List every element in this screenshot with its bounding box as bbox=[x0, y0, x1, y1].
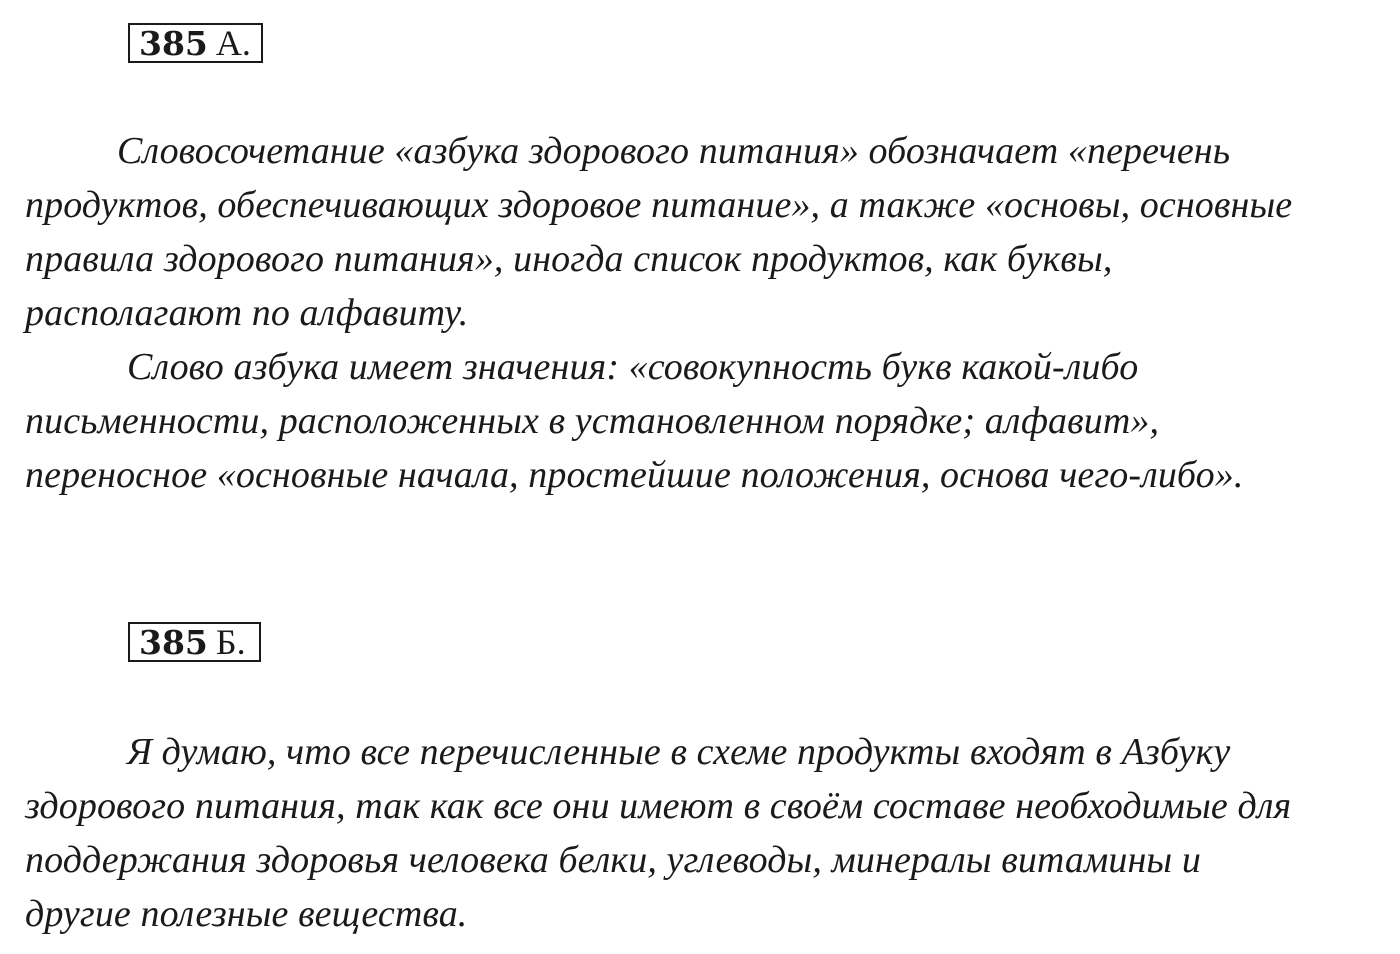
text-line: располагают по алфавиту. bbox=[25, 292, 469, 334]
text-line: правила здорового питания», иногда список продуктов, как буквы, bbox=[25, 238, 1113, 280]
exercise-number-badge-a bbox=[128, 23, 263, 63]
text-line: переносное «основные начала, простейшие положения, основа чего-либо». bbox=[25, 454, 1244, 496]
text-line: здорового питания, так как все они имеют в своём составе необходимые для bbox=[25, 785, 1292, 827]
text-line: Слово азбука имеет значения: «совокупность букв какой-либо bbox=[127, 346, 1139, 388]
text-line: Я думаю, что все перечисленные в схеме продукты входят в Азбуку bbox=[127, 731, 1231, 773]
text-line: поддержания здоровья человека белки, углеводы, минералы витамины и bbox=[25, 839, 1201, 881]
text-line: продуктов, обеспечивающих здоровое питание», а также «основы, основные bbox=[25, 184, 1293, 226]
exercise-letter: Б. bbox=[215, 622, 246, 662]
exercise-letter: А. bbox=[215, 23, 251, 63]
text-line: письменности, расположенных в установленном порядке; алфавит», bbox=[25, 400, 1160, 442]
text-line: Словосочетание «азбука здорового питания» обозначает «перечень bbox=[117, 130, 1231, 172]
exercise-number: 385 bbox=[139, 622, 208, 662]
text-line: другие полезные вещества. bbox=[25, 893, 468, 935]
exercise-number: 385 bbox=[139, 23, 208, 63]
exercise-number-badge-b bbox=[128, 622, 261, 662]
